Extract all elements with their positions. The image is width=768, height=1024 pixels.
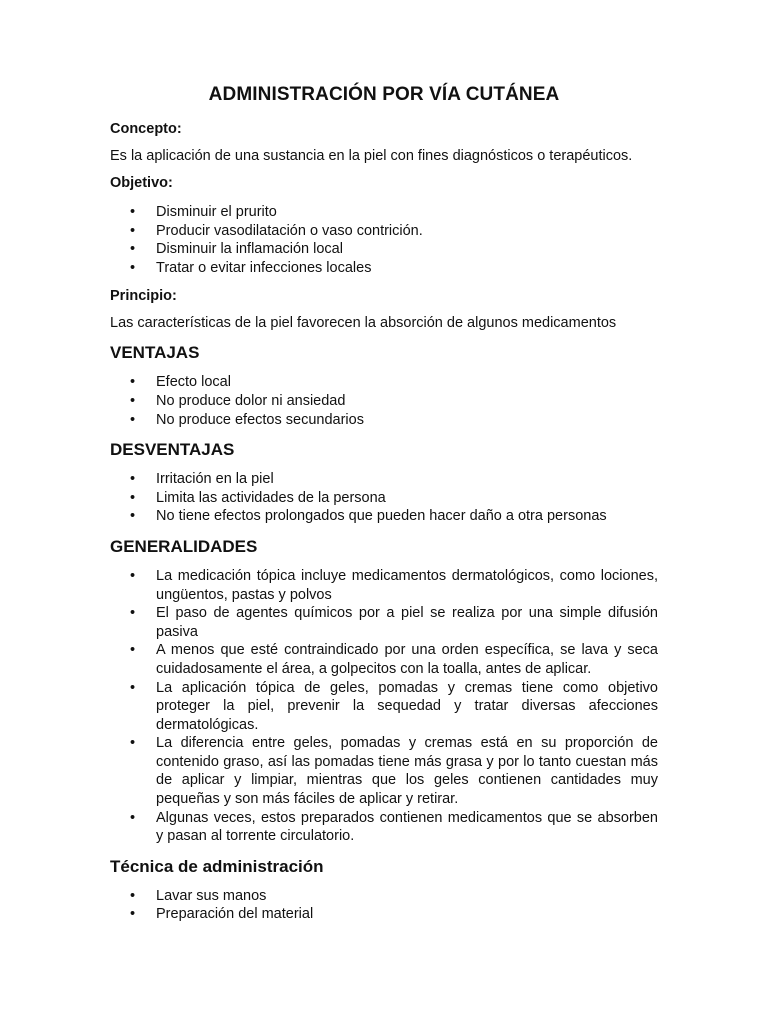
bullet-icon: • xyxy=(130,605,136,622)
bullet-icon: • xyxy=(130,241,136,258)
list-item: • Algunas veces, estos preparados contienen medicamentos que se absorben y pasan al torrente circulatorio. xyxy=(130,809,658,845)
list-item: • La medicación tópica incluye medicamentos dermatológicos, como lociones, ungüentos, pastas y polvos xyxy=(130,567,658,603)
principio-label: Principio: xyxy=(110,288,177,305)
bullet-icon: • xyxy=(130,259,136,276)
bullet-icon: • xyxy=(130,679,136,696)
list-item: • La aplicación tópica de geles, pomadas y cremas tiene como objetivo proteger la piel, prevenir la sequedad y tratar diversas afecciones dermatológicas. xyxy=(130,679,658,733)
list-item: • El paso de agentes químicos por a piel se realiza por una simple difusión pasiva xyxy=(130,605,658,640)
ventajas-heading: VENTAJAS xyxy=(110,343,200,363)
list-item: • La diferencia entre geles, pomadas y cremas está en su proporción de contenido graso, así las pomadas tiene más grasa y por lo tanto cuestan más de aplicar y limpiar, mientras que los geles contienen cantidades muy pequeñas y son más fáciles de aplicar y retirar. xyxy=(130,735,658,808)
list-item: • Preparación del material xyxy=(130,906,314,923)
bullet-icon: • xyxy=(130,471,136,488)
document-title: ADMINISTRACIÓN POR VÍA CUTÁNEA xyxy=(208,84,560,105)
bullet-icon: • xyxy=(130,567,136,584)
ventajas-list xyxy=(110,373,658,429)
concepto-text: Es la aplicación de una sustancia en la piel con fines diagnósticos o terapéuticos. xyxy=(110,148,633,164)
tecnica-heading: Técnica de administración xyxy=(110,856,324,876)
principio-text: Las características de la piel favorecen la absorción de algunos medicamentos xyxy=(110,315,617,332)
generalidades-list xyxy=(110,567,658,846)
bullet-icon: • xyxy=(130,204,136,220)
bullet-icon: • xyxy=(130,374,136,391)
bullet-icon: • xyxy=(130,887,136,904)
bullet-icon: • xyxy=(130,642,136,659)
desventajas-list xyxy=(110,470,658,526)
objetivo-list xyxy=(110,203,658,277)
bullet-icon: • xyxy=(130,411,136,428)
list-item: • No produce dolor ni ansiedad xyxy=(130,392,346,409)
bullet-icon: • xyxy=(130,392,136,409)
list-item: • No tiene efectos prolongados que pueden hacer daño a otra personas xyxy=(130,508,607,525)
generalidades-heading: GENERALIDADES xyxy=(110,536,258,556)
list-item: • Limita las actividades de la persona xyxy=(130,489,386,506)
bullet-icon: • xyxy=(130,735,136,752)
list-item: • A menos que esté contraindicado por una orden específica, se lava y seca cuidadosamente el área, a golpecitos con la toalla, antes de aplicar. xyxy=(130,642,658,677)
list-item: • Lavar sus manos xyxy=(130,887,267,904)
list-item: • No produce efectos secundarios xyxy=(130,411,364,428)
list-item: • Efecto local xyxy=(130,374,231,391)
bullet-icon: • xyxy=(130,906,136,923)
bullet-icon: • xyxy=(130,508,136,525)
bullet-icon: • xyxy=(130,489,136,506)
objetivo-label: Objetivo: xyxy=(110,175,173,191)
list-item: • Disminuir el prurito xyxy=(130,204,277,220)
tecnica-list xyxy=(110,887,658,924)
list-item: • Producir vasodilatación o vaso contrición. xyxy=(130,222,423,239)
list-item: • Disminuir la inflamación local xyxy=(130,241,343,258)
list-item: • Irritación en la piel xyxy=(130,471,274,488)
document-page xyxy=(110,84,658,935)
desventajas-heading: DESVENTAJAS xyxy=(110,440,235,460)
concepto-label: Concepto: xyxy=(110,121,182,137)
bullet-icon: • xyxy=(130,809,136,826)
bullet-icon: • xyxy=(130,222,136,239)
list-item: • Tratar o evitar infecciones locales xyxy=(130,259,372,276)
